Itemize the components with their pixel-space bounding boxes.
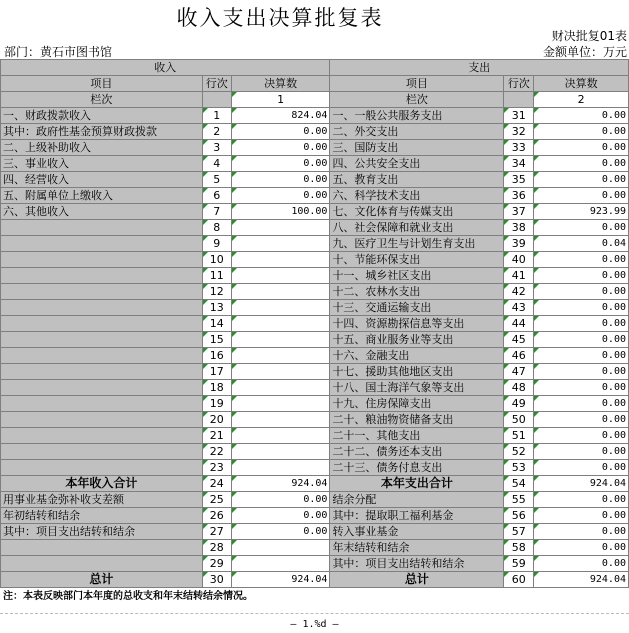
expense-amount: 0.00	[534, 172, 629, 188]
income-amount: 100.00	[231, 204, 330, 220]
expense-line-no: 46	[504, 348, 534, 364]
expense-line-no: 49	[504, 396, 534, 412]
table-row	[1, 268, 629, 284]
income-line-no: 7	[202, 204, 231, 220]
column-header-row	[1, 76, 629, 92]
income-item-name: 总计	[1, 572, 203, 588]
column-index-row	[1, 92, 629, 108]
expense-amount: 0.00	[534, 268, 629, 284]
income-amount	[231, 364, 330, 380]
expense-line-no: 44	[504, 316, 534, 332]
expense-line-no: 35	[504, 172, 534, 188]
income-amount	[231, 540, 330, 556]
expense-item-name: 二、外交支出	[330, 124, 504, 140]
expense-item-name: 八、社会保障和就业支出	[330, 220, 504, 236]
expense-line-no: 58	[504, 540, 534, 556]
income-line-no: 9	[202, 236, 231, 252]
income-amount	[231, 444, 330, 460]
income-item-name: 二、上级补助收入	[1, 140, 203, 156]
income-item-name	[1, 316, 203, 332]
expense-item-name: 七、文化体育与传媒支出	[330, 204, 504, 220]
income-column-index: 1	[231, 92, 330, 108]
income-amount	[231, 316, 330, 332]
table-row	[1, 124, 629, 140]
income-item-name: 其中：政府性基金预算财政拨款	[1, 124, 203, 140]
income-line-no: 8	[202, 220, 231, 236]
expense-amount: 0.00	[534, 396, 629, 412]
expense-item-name: 十二、农林水支出	[330, 284, 504, 300]
expense-amount: 0.00	[534, 412, 629, 428]
income-amount	[231, 396, 330, 412]
expense-line-no: 53	[504, 460, 534, 476]
expense-amount: 0.00	[534, 300, 629, 316]
income-line-no: 21	[202, 428, 231, 444]
income-item-name	[1, 268, 203, 284]
income-line-no: 11	[202, 268, 231, 284]
expense-line-no: 41	[504, 268, 534, 284]
expense-amount: 0.00	[534, 108, 629, 124]
expense-item-header: 项目	[330, 76, 504, 92]
expense-line-no: 39	[504, 236, 534, 252]
income-amount	[231, 380, 330, 396]
table-row	[1, 348, 629, 364]
unit-label: 金额单位：万元	[542, 45, 627, 59]
expense-item-name: 十八、国土海洋气象等支出	[330, 380, 504, 396]
expense-item-name: 年末结转和结余	[330, 540, 504, 556]
expense-item-name: 十三、交通运输支出	[330, 300, 504, 316]
income-line-no: 16	[202, 348, 231, 364]
table-row	[1, 412, 629, 428]
income-item-name: 四、经营收入	[1, 172, 203, 188]
expense-item-name: 十、节能环保支出	[330, 252, 504, 268]
table-row	[1, 396, 629, 412]
expense-amount: 0.00	[534, 556, 629, 572]
income-line-no: 27	[202, 524, 231, 540]
income-line-no: 28	[202, 540, 231, 556]
income-amount	[231, 220, 330, 236]
income-item-name: 五、附属单位上缴收入	[1, 188, 203, 204]
income-line-no: 19	[202, 396, 231, 412]
income-amount	[231, 428, 330, 444]
table-row	[1, 508, 629, 524]
income-line-no: 12	[202, 284, 231, 300]
table-row	[1, 428, 629, 444]
income-item-name	[1, 444, 203, 460]
expense-amount: 0.00	[534, 252, 629, 268]
income-amount: 0.00	[231, 124, 330, 140]
page-footer: — 1.%d —	[290, 619, 339, 630]
grand-total-row	[1, 572, 629, 588]
income-amount	[231, 332, 330, 348]
table-row	[1, 556, 629, 572]
income-amount: 0.00	[231, 188, 330, 204]
income-line-no: 22	[202, 444, 231, 460]
expense-line-no: 38	[504, 220, 534, 236]
income-item-name	[1, 236, 203, 252]
table-row	[1, 460, 629, 476]
table-row	[1, 236, 629, 252]
department-label: 部门：黄石市图书馆	[4, 45, 113, 59]
table-body	[1, 60, 629, 588]
expense-item-name: 六、科学技术支出	[330, 188, 504, 204]
expense-line-no: 59	[504, 556, 534, 572]
expense-line-no: 32	[504, 124, 534, 140]
expense-line-no: 43	[504, 300, 534, 316]
income-item-name: 年初结转和结余	[1, 508, 203, 524]
expense-item-name: 二十一、其他支出	[330, 428, 504, 444]
expense-item-name: 其中：项目支出结转和结余	[330, 556, 504, 572]
expense-line-no: 55	[504, 492, 534, 508]
expense-item-name: 一、一般公共服务支出	[330, 108, 504, 124]
budget-table	[0, 59, 629, 588]
expense-item-name: 二十三、债务付息支出	[330, 460, 504, 476]
form-code: 财决批复01表	[551, 29, 627, 43]
income-item-name: 本年收入合计	[1, 476, 203, 492]
expense-line-no: 45	[504, 332, 534, 348]
expense-line-no: 33	[504, 140, 534, 156]
expense-amount: 0.00	[534, 124, 629, 140]
expense-amount-header: 决算数	[534, 76, 629, 92]
expense-item-name: 十七、援助其他地区支出	[330, 364, 504, 380]
income-amount: 924.04	[231, 476, 330, 492]
table-row	[1, 220, 629, 236]
table-row	[1, 108, 629, 124]
income-line-no: 3	[202, 140, 231, 156]
expense-amount: 0.00	[534, 540, 629, 556]
expense-lineno-header: 行次	[504, 76, 534, 92]
page-separator	[0, 613, 629, 614]
expense-amount: 0.00	[534, 188, 629, 204]
expense-item-name: 十五、商业服务业等支出	[330, 332, 504, 348]
expense-line-no: 42	[504, 284, 534, 300]
income-amount: 0.00	[231, 492, 330, 508]
expense-amount: 0.04	[534, 236, 629, 252]
income-line-no: 6	[202, 188, 231, 204]
income-line-no: 10	[202, 252, 231, 268]
expense-item-name: 二十二、债务还本支出	[330, 444, 504, 460]
expense-line-no: 48	[504, 380, 534, 396]
income-amount	[231, 236, 330, 252]
income-item-name	[1, 300, 203, 316]
expense-line-no: 56	[504, 508, 534, 524]
expense-amount: 0.00	[534, 380, 629, 396]
expense-amount: 0.00	[534, 156, 629, 172]
expense-item-name: 十一、城乡社区支出	[330, 268, 504, 284]
income-amount	[231, 556, 330, 572]
income-line-no: 1	[202, 108, 231, 124]
table-row	[1, 316, 629, 332]
table-note: 注：本表反映部门本年度的总收支和年末结转结余情况。	[3, 591, 253, 602]
income-lineno-header: 行次	[202, 76, 231, 92]
expense-line-no: 50	[504, 412, 534, 428]
income-item-name	[1, 332, 203, 348]
table-row	[1, 380, 629, 396]
income-item-name: 用事业基金弥补收支差额	[1, 492, 203, 508]
income-amount	[231, 412, 330, 428]
expense-amount: 0.00	[534, 220, 629, 236]
income-line-no: 20	[202, 412, 231, 428]
income-item-name	[1, 412, 203, 428]
table-row	[1, 364, 629, 380]
expense-item-name: 二十、粮油物资储备支出	[330, 412, 504, 428]
table-row	[1, 188, 629, 204]
income-column-label: 栏次	[1, 92, 203, 108]
expense-line-no: 52	[504, 444, 534, 460]
income-item-name	[1, 220, 203, 236]
expense-line-no: 54	[504, 476, 534, 492]
expense-amount: 0.00	[534, 428, 629, 444]
income-line-no: 23	[202, 460, 231, 476]
income-line-no: 29	[202, 556, 231, 572]
income-amount	[231, 460, 330, 476]
table-row	[1, 444, 629, 460]
expense-line-no: 40	[504, 252, 534, 268]
expense-item-name: 十六、金融支出	[330, 348, 504, 364]
expense-line-no: 57	[504, 524, 534, 540]
expense-amount: 0.00	[534, 364, 629, 380]
income-item-name: 一、财政拨款收入	[1, 108, 203, 124]
table-row	[1, 172, 629, 188]
income-line-no: 15	[202, 332, 231, 348]
table-row	[1, 156, 629, 172]
expense-amount: 0.00	[534, 460, 629, 476]
income-item-name: 六、其他收入	[1, 204, 203, 220]
income-item-name	[1, 348, 203, 364]
income-line-no: 14	[202, 316, 231, 332]
income-amount: 824.04	[231, 108, 330, 124]
expense-item-name: 结余分配	[330, 492, 504, 508]
income-item-name	[1, 460, 203, 476]
expense-line-no: 37	[504, 204, 534, 220]
expense-line-no: 31	[504, 108, 534, 124]
table-row	[1, 140, 629, 156]
expense-item-name: 九、医疗卫生与计划生育支出	[330, 236, 504, 252]
income-section-header: 收入	[1, 60, 330, 76]
expense-item-name: 十四、资源勘探信息等支出	[330, 316, 504, 332]
expense-amount: 0.00	[534, 524, 629, 540]
expense-line-no: 34	[504, 156, 534, 172]
income-amount-header: 决算数	[231, 76, 330, 92]
income-line-no: 4	[202, 156, 231, 172]
table-row	[1, 252, 629, 268]
income-amount	[231, 268, 330, 284]
expense-item-name: 其中：提取职工福利基金	[330, 508, 504, 524]
income-amount	[231, 348, 330, 364]
income-item-name	[1, 364, 203, 380]
income-item-name: 三、事业收入	[1, 156, 203, 172]
income-line-no: 5	[202, 172, 231, 188]
report-title: 收入支出决算批复表	[176, 6, 384, 30]
income-item-name	[1, 396, 203, 412]
income-line-no: 13	[202, 300, 231, 316]
income-line-no: 24	[202, 476, 231, 492]
expense-item-name: 本年支出合计	[330, 476, 504, 492]
expense-amount: 0.00	[534, 348, 629, 364]
table-row	[1, 540, 629, 556]
income-amount: 0.00	[231, 172, 330, 188]
expense-amount: 0.00	[534, 332, 629, 348]
income-amount: 0.00	[231, 524, 330, 540]
expense-amount: 0.00	[534, 444, 629, 460]
expense-line-no: 51	[504, 428, 534, 444]
expense-amount: 923.99	[534, 204, 629, 220]
expense-amount: 0.00	[534, 140, 629, 156]
expense-amount: 0.00	[534, 316, 629, 332]
expense-column-index: 2	[534, 92, 629, 108]
expense-line-no: 60	[504, 572, 534, 588]
income-column-blank	[202, 92, 231, 108]
income-item-name	[1, 556, 203, 572]
expense-line-no: 36	[504, 188, 534, 204]
income-item-name	[1, 428, 203, 444]
expense-item-name: 总计	[330, 572, 504, 588]
income-line-no: 18	[202, 380, 231, 396]
income-amount: 0.00	[231, 140, 330, 156]
income-amount	[231, 284, 330, 300]
table-row	[1, 492, 629, 508]
expense-amount: 924.04	[534, 572, 629, 588]
income-item-header: 项目	[1, 76, 203, 92]
expense-item-name: 三、国防支出	[330, 140, 504, 156]
expense-amount: 0.00	[534, 508, 629, 524]
income-amount	[231, 300, 330, 316]
income-amount: 0.00	[231, 156, 330, 172]
income-item-name	[1, 540, 203, 556]
table-row	[1, 284, 629, 300]
income-item-name	[1, 252, 203, 268]
expense-column-label: 栏次	[330, 92, 504, 108]
expense-amount: 0.00	[534, 284, 629, 300]
expense-item-name: 转入事业基金	[330, 524, 504, 540]
income-line-no: 2	[202, 124, 231, 140]
expense-amount: 0.00	[534, 492, 629, 508]
section-header-row	[1, 60, 629, 76]
expense-line-no: 47	[504, 364, 534, 380]
income-amount: 924.04	[231, 572, 330, 588]
table-row	[1, 332, 629, 348]
expense-column-blank	[504, 92, 534, 108]
expense-amount: 924.04	[534, 476, 629, 492]
income-item-name: 其中：项目支出结转和结余	[1, 524, 203, 540]
expense-item-name: 四、公共安全支出	[330, 156, 504, 172]
income-amount	[231, 252, 330, 268]
income-expense-total-row	[1, 476, 629, 492]
table-row	[1, 300, 629, 316]
table-row	[1, 524, 629, 540]
expense-section-header: 支出	[330, 60, 629, 76]
income-item-name	[1, 380, 203, 396]
income-line-no: 30	[202, 572, 231, 588]
income-item-name	[1, 284, 203, 300]
expense-item-name: 五、教育支出	[330, 172, 504, 188]
income-line-no: 26	[202, 508, 231, 524]
table-row	[1, 204, 629, 220]
expense-item-name: 十九、住房保障支出	[330, 396, 504, 412]
income-line-no: 17	[202, 364, 231, 380]
income-amount: 0.00	[231, 508, 330, 524]
income-line-no: 25	[202, 492, 231, 508]
